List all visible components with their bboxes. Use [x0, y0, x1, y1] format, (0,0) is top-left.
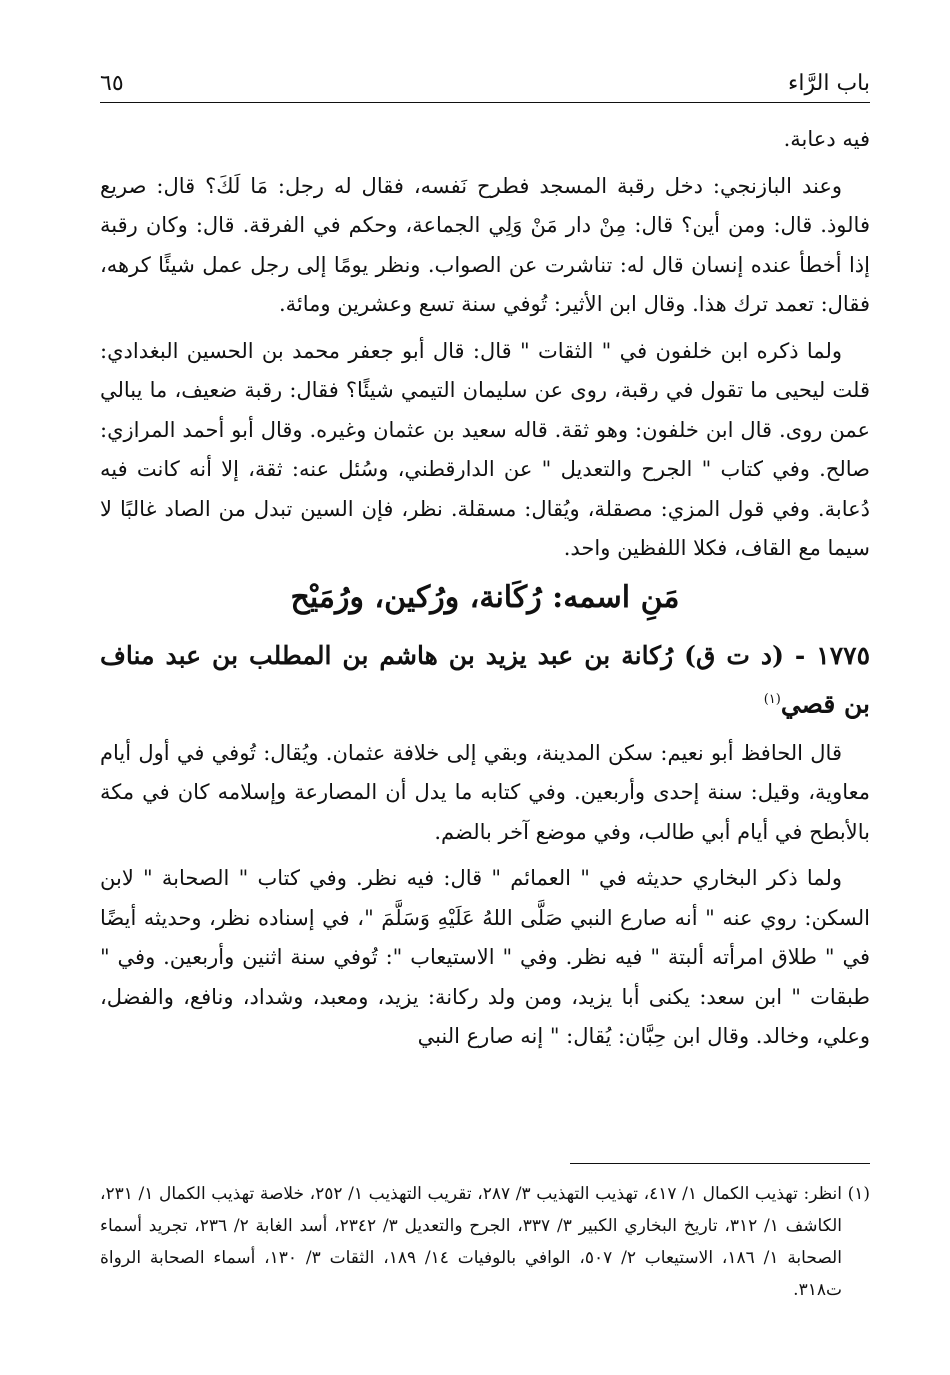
running-header: [100, 62, 870, 96]
paragraph: وعند البازنجي: دخل رقبة المسجد فطرح نَفسه، فقال له رجل: مَا لَكَ؟ قال: صريع فالوذ. قال: ومن أين؟ قال: مِنْ دار مَنْ وَلِي الجماعة، وحكم في الفرقة. قال: وكان رقبة إذا أخطأ عنده إنسان قال له: تناشرت عن الصواب. ونظر يومًا إلى رجل عمل شيئًا كرهه، فقال: تعمد ترك هذا. وقال ابن الأثير: تُوفي سنة تسع وعشرين ومائة.: [100, 173, 870, 316]
paragraph: ولما ذكره ابن خلفون في " الثقات " قال: قال أبو جعفر محمد بن الحسين البغدادي: قلت ليحيى ما تقول في رقبة، روى عن سليمان التيمي شيئًا؟ فقال: رقبة ضعيف، ما يبالي عمن روى. قال ابن خلفون: وهو ثقة. قاله سعيد بن عثمان وغيره. وقال أبو أحمد المرازي: صالح. وفي كتاب " الجرح والتعديل " عن الدارقطني، وسُئل عنه: ثقة، إلا أنه كانت فيه دُعابة. وفي قول المزي: مصقلة، ويُقال: مسقلة. نظر، فإن السين تبدل من الصاد غالبًا لا سيما مع القاف، فكلا اللفظين واحد.: [100, 338, 870, 560]
main-text: [100, 120, 870, 1064]
page-number: ٦٥: [100, 71, 124, 96]
book-page: [100, 0, 870, 1375]
entry-heading-text: ١٧٧٥ - (د ت ق) رُكانة بن عبد يزيد بن هاشم بن المطلب بن عبد مناف بن قصي: [100, 640, 870, 718]
footnote: (١) انظر: تهذيب الكمال ١/ ٤١٧، تهذيب التهذيب ٣/ ٢٨٧، تقريب التهذيب ١/ ٢٥٢، خلاصة تهذيب الكمال ١/ ٢٣١، الكاشف ١/ ٣١٢، تاريخ البخاري الكبير ٣/ ٣٣٧، الجرح والتعديل ٣/ ٢٣٤٢، أسد الغابة ٢/ ٢٣٦، تجريد أسماء الصحابة ١/ ١٨٦، الاستيعاب ٢/ ٥٠٧، الوافي بالوفيات ١٤/ ١٨٩، الثقات ٣/ ١٣٠، أسماء الصحابة الرواة ت٣١٨.: [100, 1184, 871, 1300]
section-heading: مَنِ اسمه: رُكَانة، ورُكين، ورُمَيْح: [290, 579, 680, 615]
footnote-divider: [570, 1163, 870, 1164]
paragraph: ولما ذكر البخاري حديثه في " العمائم " قال: فيه نظر. وفي كتاب " الصحابة " لابن السكن: روي عنه " أنه صارع النبي صَلَّى اللهُ عَلَيْهِ وَسَلَّمَ "، في إسناده نظر، وحديثه أيضًا في " طلاق امرأته ألبتة " فيه نظر. وفي " الاستيعاب ": تُوفي سنة اثنين وأربعين. وفي " طبقات " ابن سعد: يكنى أبا يزيد، ومن ولد ركانة: يزيد، ومعبد، وشداد، ونافع، والفضل، وعلي، وخالد. وقال ابن حِبَّان: يُقال: " إنه صارع النبي: [100, 866, 870, 1049]
running-title: باب الرَّاء: [788, 71, 870, 96]
paragraph: قال الحافظ أبو نعيم: سكن المدينة، وبقي إلى خلافة عثمان. ويُقال: تُوفي في أول أيام معاوية، وقيل: سنة إحدى وأربعين. وفي كتابه ما يدل أن المصارعة وإسلامه كان في مكة بالأبطح في أيام أبي طالب، وفي موضع آخر بالضم.: [100, 740, 870, 844]
entry-heading: [100, 634, 870, 726]
paragraph-continuation: فيه دعابة.: [783, 127, 870, 151]
footnotes: [100, 1178, 870, 1306]
header-divider: [100, 102, 870, 103]
footnote-marker: (١): [763, 691, 781, 707]
